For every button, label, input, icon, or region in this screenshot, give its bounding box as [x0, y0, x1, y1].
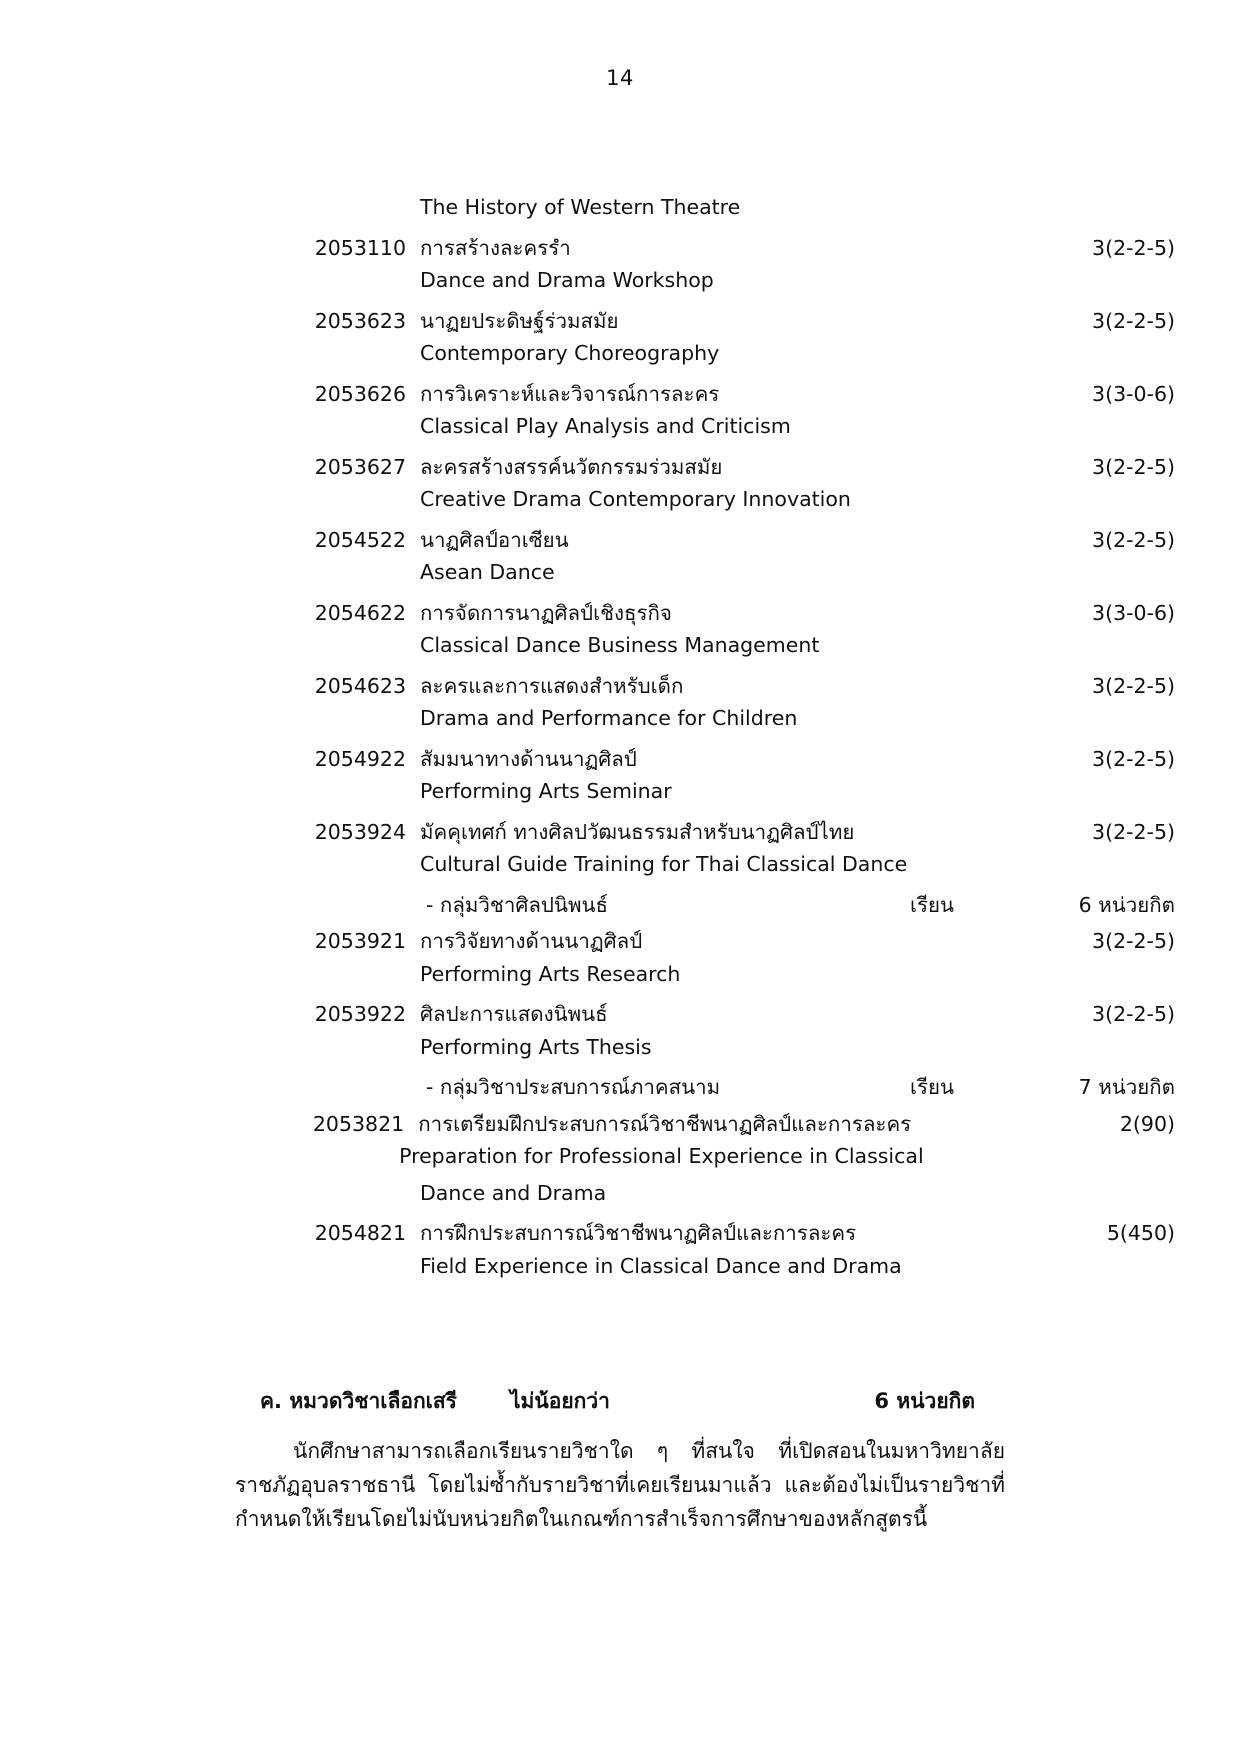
course-credit: 3(2-2-5) [1092, 454, 1175, 479]
course-credit: 3(3-0-6) [1092, 381, 1175, 406]
course-row [0, 195, 1240, 232]
course-code: 2053626 [314, 381, 406, 406]
course-group-label: - กลุ่มวิชาศิลปนิพนธ์ [426, 892, 608, 917]
course-row [0, 706, 1240, 743]
course-title-th: การวิเคราะห์และวิจารณ์การละคร [420, 381, 720, 406]
course-row [0, 524, 1240, 561]
course-credit: 5(450) [1106, 1221, 1175, 1245]
course-code: 2053627 [314, 454, 406, 479]
course-row [0, 305, 1240, 342]
course-code: 2054622 [314, 600, 406, 625]
course-credit: 3(3-0-6) [1092, 600, 1175, 625]
course-title-en: Asean Dance [420, 560, 555, 584]
course-listing-section [0, 195, 1240, 1290]
course-credit: 3(2-2-5) [1092, 746, 1175, 771]
course-title-en: Classical Dance Business Management [420, 633, 820, 657]
course-row [0, 925, 1240, 962]
course-row [0, 998, 1240, 1035]
course-row [0, 962, 1240, 999]
course-title-th: ละครและการแสดงสำหรับเด็ก [420, 673, 684, 698]
course-row [0, 743, 1240, 780]
course-row [0, 341, 1240, 378]
course-title-th: การวิจัยทางด้านนาฏศิลป์ [420, 929, 643, 953]
course-row [0, 1181, 1240, 1218]
course-row [0, 1254, 1240, 1291]
free-elective-section [0, 1385, 1240, 1536]
course-row [0, 779, 1240, 816]
course-row [0, 414, 1240, 451]
course-requirement-word: เรียน [910, 892, 955, 917]
course-row [0, 597, 1240, 634]
course-credit: 2(90) [1119, 1111, 1175, 1136]
course-row [0, 378, 1240, 415]
course-title-th: การสร้างละครรำ [420, 235, 571, 260]
course-row [0, 1217, 1240, 1254]
course-title-th: การจัดการนาฏศิลป์เชิงธุรกิจ [420, 600, 672, 625]
course-title-en: Cultural Guide Training for Thai Classical Dance [420, 852, 908, 876]
course-row [0, 670, 1240, 707]
course-credit: 3(2-2-5) [1092, 235, 1175, 260]
course-row [0, 451, 1240, 488]
course-title-en: The History of Western Theatre [420, 195, 741, 219]
course-credit: 3(2-2-5) [1092, 929, 1175, 953]
course-credit: 3(2-2-5) [1092, 527, 1175, 552]
course-title-en: Preparation for Professional Experience in Classical [399, 1144, 924, 1168]
course-row [0, 1071, 1240, 1108]
course-credit: 7 หน่วยกิต [1078, 1075, 1175, 1099]
course-title-th: ละครสร้างสรรค์นวัตกรรมร่วมสมัย [420, 454, 723, 479]
course-row [0, 1108, 1240, 1145]
course-title-en: Dance and Drama [420, 1180, 607, 1205]
course-title-en: Drama and Performance for Children [420, 706, 798, 730]
course-row [0, 852, 1240, 889]
course-code: 2053921 [314, 929, 406, 953]
course-title-th: สัมมนาทางด้านนาฏศิลป์ [420, 746, 637, 771]
course-code: 2053821 [312, 1111, 405, 1136]
course-row [0, 560, 1240, 597]
course-list [0, 195, 1240, 1290]
course-credit: 3(2-2-5) [1092, 673, 1175, 698]
course-code: 2054623 [314, 673, 406, 698]
course-row [0, 1035, 1240, 1072]
course-title-en: Creative Drama Contemporary Innovation [420, 487, 851, 511]
free-elective-label: ค. หมวดวิชาเลือกเสรี [260, 1389, 457, 1413]
course-credit: 3(2-2-5) [1092, 308, 1175, 333]
course-title-th: มัคคุเทศก์ ทางศิลปวัฒนธรรมสำหรับนาฏศิลป์ไทย [420, 819, 855, 844]
course-code: 2054522 [314, 527, 406, 552]
course-title-en: Performing Arts Thesis [420, 1034, 652, 1059]
course-credit: 6 หน่วยกิต [1078, 892, 1175, 917]
course-title-th: นาฏศิลป์อาเซียน [420, 527, 569, 552]
course-title-en: Classical Play Analysis and Criticism [420, 414, 791, 438]
course-row [0, 1144, 1240, 1181]
course-code: 2054922 [314, 746, 406, 771]
course-title-en: Dance and Drama Workshop [420, 268, 714, 292]
course-row [0, 487, 1240, 524]
free-elective-credits: 6 หน่วยกิต [874, 1389, 975, 1413]
course-title-th: นาฏยประดิษฐ์ร่วมสมัย [420, 308, 619, 333]
course-title-th: ศิลปะการแสดงนิพนธ์ [420, 1002, 608, 1026]
course-title-en: Field Experience in Classical Dance and Drama [420, 1253, 902, 1278]
course-credit: 3(2-2-5) [1092, 819, 1175, 844]
course-title-en: Contemporary Choreography [420, 341, 720, 365]
course-row [0, 268, 1240, 305]
course-code: 2054821 [314, 1221, 406, 1245]
course-row [0, 816, 1240, 853]
course-code: 2053623 [314, 308, 406, 333]
free-elective-heading [0, 1385, 1240, 1418]
course-code: 2053922 [314, 1002, 406, 1026]
course-title-th: การฝึกประสบการณ์วิชาชีพนาฏศิลป์และการละคร [420, 1221, 857, 1245]
course-requirement-word: เรียน [910, 1075, 955, 1099]
course-title-en: Performing Arts Seminar [420, 779, 672, 803]
course-row [0, 633, 1240, 670]
course-title-en: Performing Arts Research [420, 961, 681, 986]
free-elective-paragraph-text: นักศึกษาสามารถเลือกเรียนรายวิชาใด ๆ ที่สนใจ ที่เปิดสอนในมหาวิทยาลัยราชภัฏอุบลราชธานี โดยไม่ซ้ำกับรายวิชาที่เคยเรียนมาแล้ว และต้องไม่เป็นรายวิชาที่กำหนดให้เรียนโดยไม่นับหน่วยกิตในเกณฑ์การสำเร็จการศึกษาของหลักสูตรนี้ [235, 1439, 1005, 1532]
free-elective-paragraph [0, 1434, 1240, 1536]
course-row [0, 889, 1240, 926]
course-title-th: การเตรียมฝึกประสบการณ์วิชาชีพนาฏศิลป์และการละคร [418, 1111, 912, 1136]
free-elective-condition: ไม่น้อยกว่า [510, 1389, 610, 1413]
course-row [0, 232, 1240, 269]
course-code: 2053924 [314, 819, 406, 844]
course-code: 2053110 [314, 235, 406, 260]
page-number: 14 [606, 66, 634, 90]
course-group-label: - กลุ่มวิชาประสบการณ์ภาคสนาม [426, 1075, 721, 1099]
course-credit: 3(2-2-5) [1092, 1002, 1175, 1026]
